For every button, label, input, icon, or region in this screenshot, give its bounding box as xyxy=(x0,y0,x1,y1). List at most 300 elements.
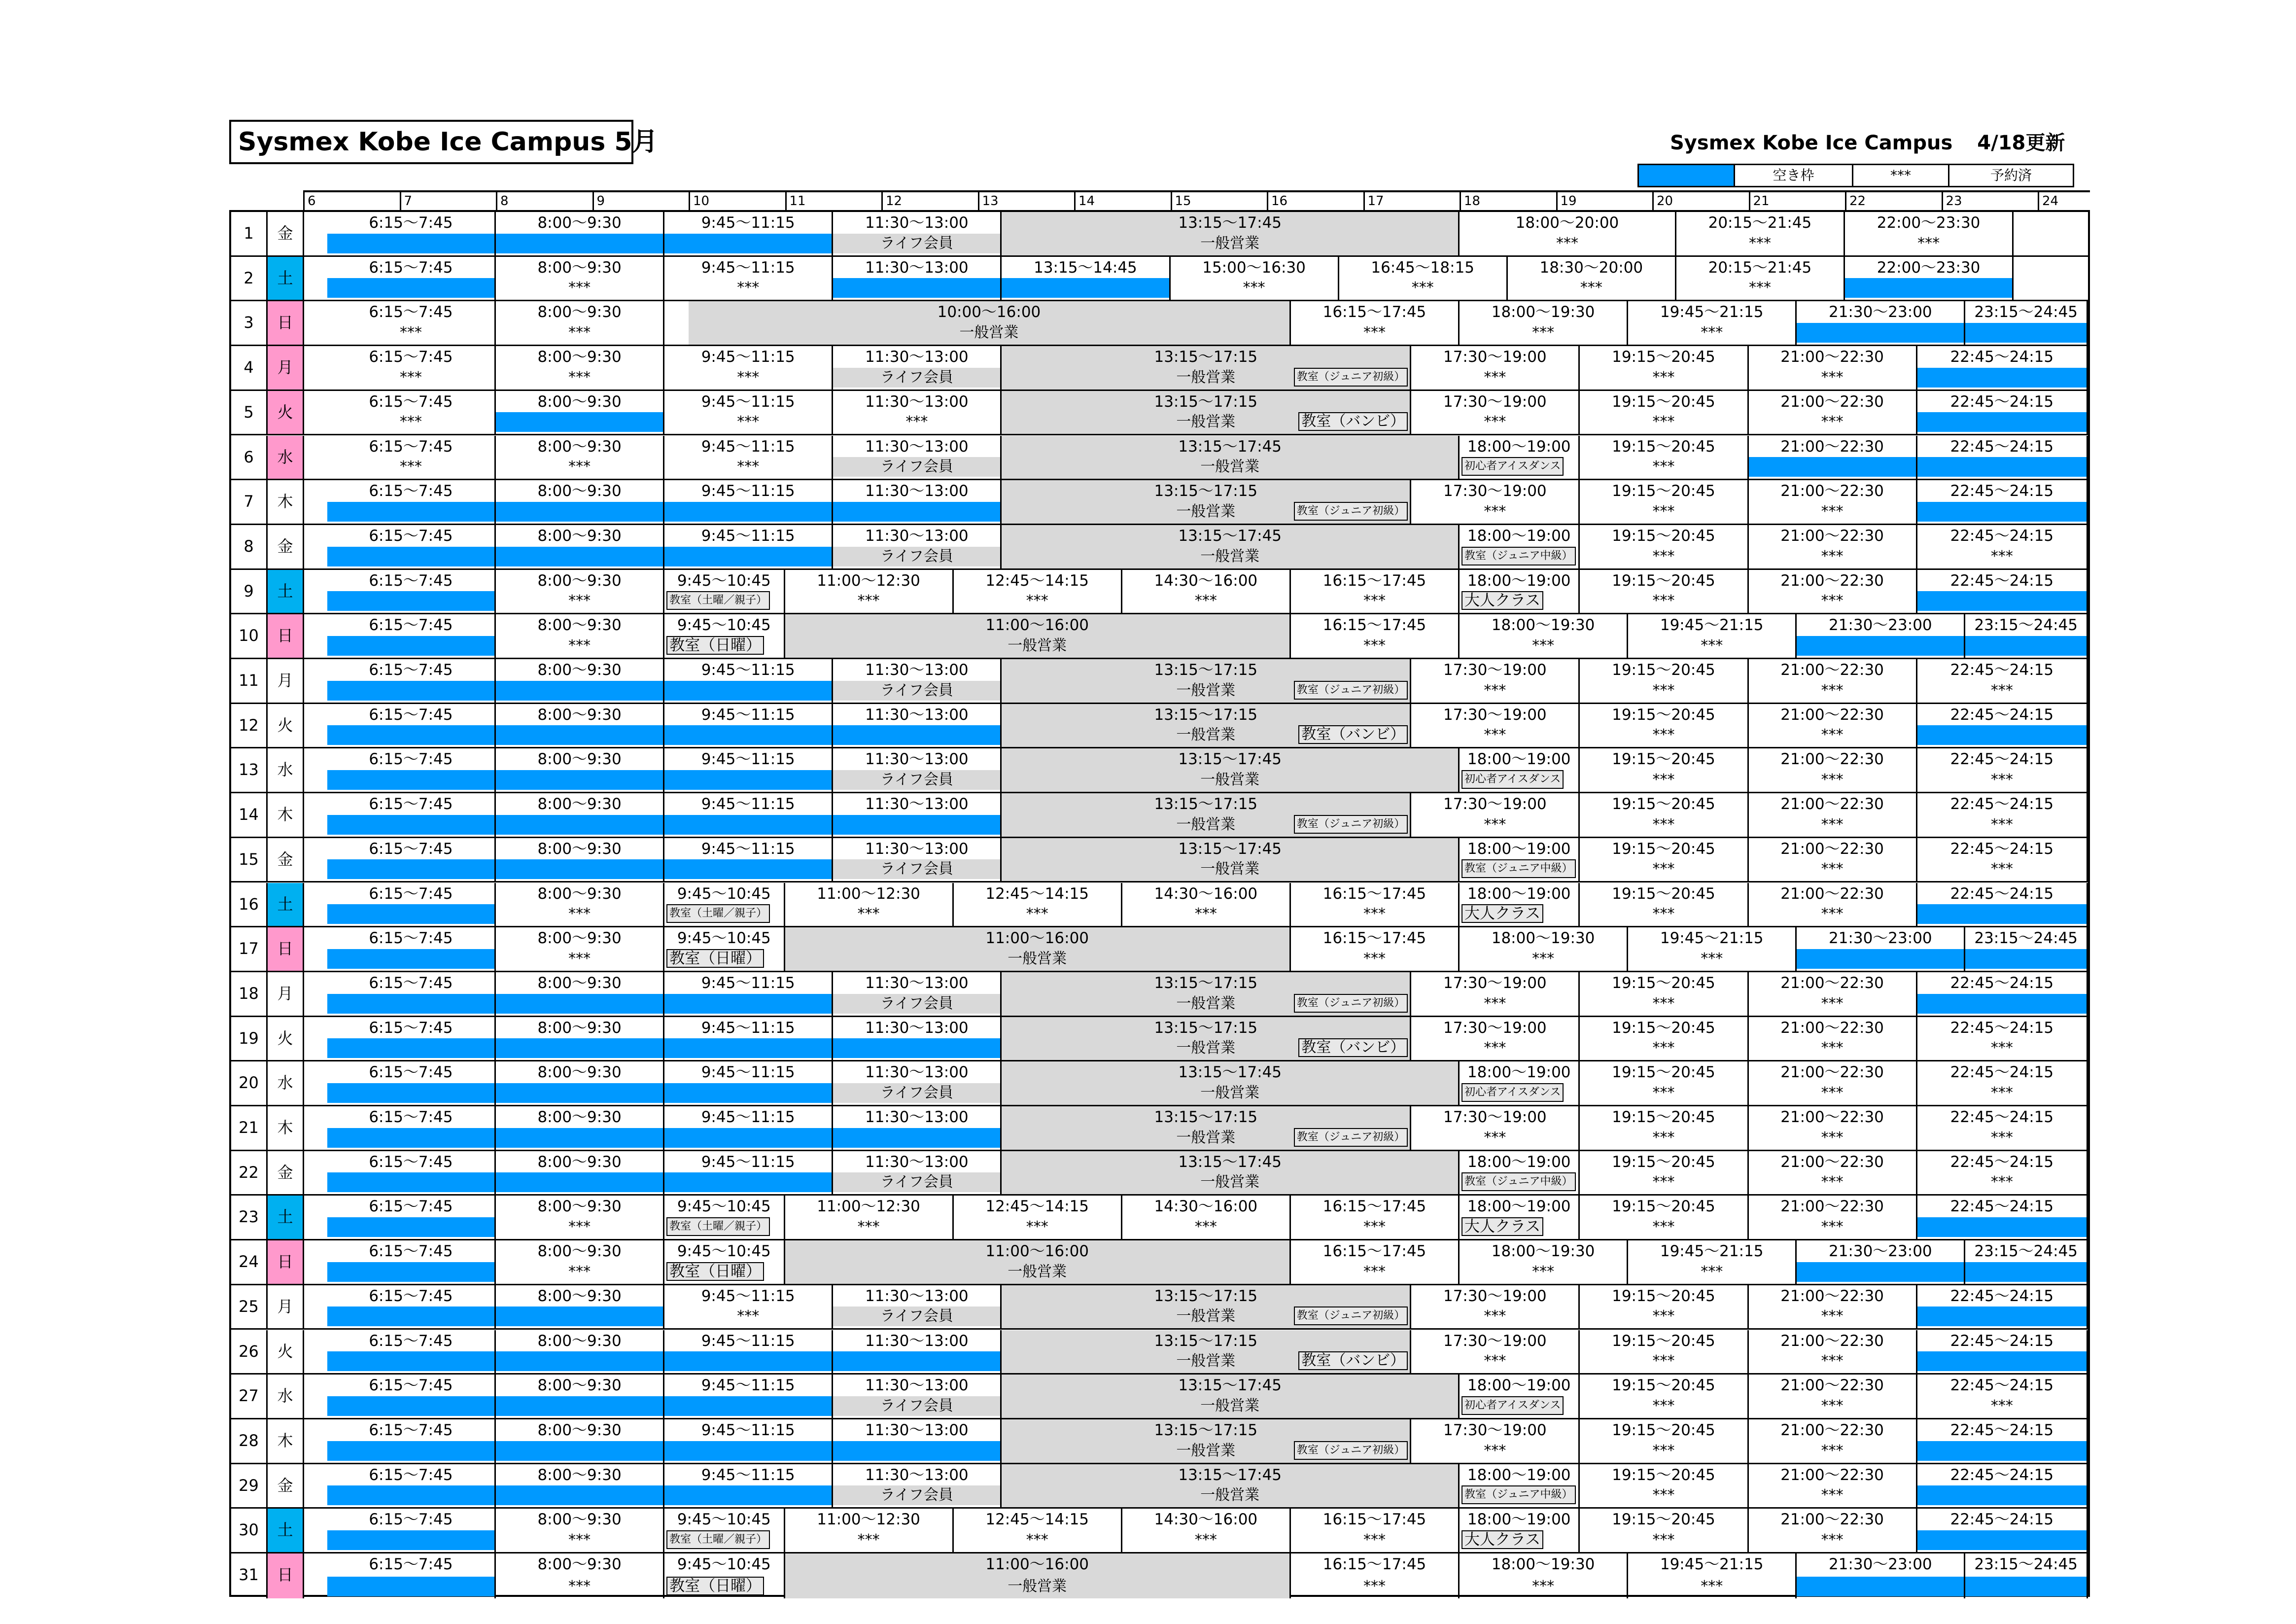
time-slot[interactable] xyxy=(954,1196,1122,1239)
time-slot[interactable] xyxy=(1917,1196,2088,1239)
time-slot[interactable] xyxy=(1749,1419,1917,1463)
time-slot[interactable] xyxy=(327,793,496,837)
time-slot[interactable] xyxy=(1580,793,1748,837)
time-slot[interactable] xyxy=(1291,1553,1460,1598)
time-slot[interactable] xyxy=(496,614,664,658)
time-slot[interactable] xyxy=(327,570,496,613)
time-slot[interactable] xyxy=(664,1509,785,1552)
time-slot[interactable] xyxy=(327,883,496,926)
time-slot[interactable] xyxy=(1917,1151,2088,1195)
time-slot[interactable] xyxy=(1460,748,1580,792)
time-slot[interactable] xyxy=(1628,301,1797,345)
time-slot[interactable] xyxy=(1411,480,1580,524)
time-slot[interactable] xyxy=(1797,1553,1965,1598)
time-slot[interactable] xyxy=(496,480,664,524)
time-slot[interactable] xyxy=(664,480,833,524)
time-slot[interactable] xyxy=(1122,570,1291,613)
time-slot[interactable] xyxy=(1917,748,2088,792)
time-slot[interactable] xyxy=(1580,1196,1748,1239)
time-slot[interactable] xyxy=(833,1106,1002,1150)
time-slot[interactable] xyxy=(833,1330,1002,1374)
time-slot[interactable] xyxy=(664,570,785,613)
time-slot[interactable] xyxy=(1676,257,1845,300)
time-slot[interactable] xyxy=(833,972,1002,1016)
time-slot[interactable] xyxy=(496,1151,664,1195)
time-slot[interactable] xyxy=(1580,704,1748,747)
time-slot[interactable] xyxy=(664,1017,833,1060)
time-slot[interactable] xyxy=(785,1196,954,1239)
weekday-label: 木 xyxy=(268,793,304,837)
time-slot[interactable] xyxy=(1002,748,1460,792)
time-slot[interactable] xyxy=(1411,972,1580,1016)
time-slot[interactable] xyxy=(1845,257,2014,300)
schedule-row xyxy=(231,883,2088,928)
slot-time: 20:15～21:45 xyxy=(1708,214,1812,232)
time-slot[interactable] xyxy=(1460,212,1676,255)
time-slot[interactable] xyxy=(1122,883,1291,926)
time-slot[interactable] xyxy=(1917,1330,2088,1374)
time-slot[interactable] xyxy=(1291,1240,1460,1284)
time-slot[interactable] xyxy=(664,1106,833,1150)
time-slot[interactable] xyxy=(327,1017,496,1060)
time-slot[interactable] xyxy=(327,480,496,524)
time-slot[interactable] xyxy=(1508,257,1676,300)
slot-status: *** xyxy=(1652,1039,1675,1057)
time-slot[interactable] xyxy=(1460,570,1580,613)
time-slot[interactable] xyxy=(833,838,1002,882)
time-slot[interactable] xyxy=(327,1375,496,1418)
time-slot[interactable] xyxy=(664,346,833,389)
time-slot[interactable] xyxy=(664,1061,833,1105)
time-slot[interactable] xyxy=(496,1375,664,1418)
time-slot[interactable] xyxy=(1411,391,1580,434)
time-slot[interactable] xyxy=(1291,883,1460,926)
time-slot[interactable] xyxy=(833,793,1002,837)
time-slot[interactable] xyxy=(496,838,664,882)
time-slot[interactable] xyxy=(1291,1509,1460,1552)
time-slot[interactable] xyxy=(327,748,496,792)
time-slot[interactable] xyxy=(327,972,496,1016)
time-slot[interactable] xyxy=(496,346,664,389)
time-slot[interactable] xyxy=(1917,1464,2088,1508)
schedule-row xyxy=(231,748,2088,793)
time-slot[interactable] xyxy=(1749,436,1917,479)
slot-time: 18:00～19:00 xyxy=(1467,884,1571,903)
time-slot[interactable] xyxy=(664,1375,833,1418)
time-slot[interactable] xyxy=(327,704,496,747)
time-slot[interactable] xyxy=(833,1061,1002,1105)
time-slot[interactable] xyxy=(1965,1553,2088,1598)
time-slot[interactable] xyxy=(1749,1375,1917,1418)
time-slot[interactable] xyxy=(1291,614,1460,658)
time-slot[interactable] xyxy=(833,257,1002,300)
time-slot[interactable] xyxy=(785,1553,1291,1598)
time-slot[interactable] xyxy=(327,525,496,568)
time-slot[interactable] xyxy=(1749,1196,1917,1239)
time-slot[interactable] xyxy=(1749,883,1917,926)
time-slot[interactable] xyxy=(664,1285,833,1329)
time-slot[interactable] xyxy=(1580,1464,1748,1508)
time-slot[interactable] xyxy=(496,570,664,613)
time-slot[interactable] xyxy=(1676,212,1845,255)
time-slot[interactable] xyxy=(496,1464,664,1508)
time-slot[interactable] xyxy=(664,1240,785,1284)
time-slot[interactable] xyxy=(1749,1061,1917,1105)
time-slot[interactable] xyxy=(1917,704,2088,747)
slot-time: 9:45～11:15 xyxy=(701,706,795,724)
time-slot[interactable] xyxy=(1002,1330,1411,1374)
time-slot[interactable] xyxy=(1749,838,1917,882)
time-slot[interactable] xyxy=(327,1464,496,1508)
time-slot[interactable] xyxy=(1460,838,1580,882)
time-slot[interactable] xyxy=(1749,972,1917,1016)
time-slot[interactable] xyxy=(1749,480,1917,524)
time-slot[interactable] xyxy=(1749,1464,1917,1508)
time-slot[interactable] xyxy=(1580,525,1748,568)
time-slot[interactable] xyxy=(496,1285,664,1329)
time-slot[interactable] xyxy=(1002,1285,1411,1329)
time-slot[interactable] xyxy=(785,570,954,613)
time-slot[interactable] xyxy=(1749,570,1917,613)
time-slot[interactable] xyxy=(833,436,1002,479)
time-slot[interactable] xyxy=(327,1419,496,1463)
time-slot[interactable] xyxy=(1291,927,1460,971)
time-slot[interactable] xyxy=(1580,1330,1748,1374)
time-slot[interactable] xyxy=(1411,659,1580,703)
time-slot[interactable] xyxy=(1965,927,2088,971)
time-slot[interactable] xyxy=(1460,1196,1580,1239)
time-slot[interactable] xyxy=(1460,1240,1628,1284)
time-slot[interactable] xyxy=(1580,883,1748,926)
time-slot[interactable] xyxy=(833,1017,1002,1060)
time-slot[interactable] xyxy=(1122,1196,1291,1239)
time-slot[interactable] xyxy=(1749,748,1917,792)
time-slot[interactable] xyxy=(1749,1285,1917,1329)
time-slot[interactable] xyxy=(664,1151,833,1195)
time-slot[interactable] xyxy=(785,927,1291,971)
time-slot[interactable] xyxy=(1002,212,1460,255)
time-slot[interactable] xyxy=(1002,972,1411,1016)
time-slot[interactable] xyxy=(833,480,1002,524)
time-slot[interactable] xyxy=(1917,1509,2088,1552)
time-slot[interactable] xyxy=(664,614,785,658)
time-slot[interactable] xyxy=(664,391,833,434)
time-slot[interactable] xyxy=(1411,1419,1580,1463)
time-slot[interactable] xyxy=(496,1240,664,1284)
time-slot[interactable] xyxy=(1002,525,1460,568)
time-slot[interactable] xyxy=(1749,391,1917,434)
time-slot[interactable] xyxy=(1917,480,2088,524)
time-slot[interactable] xyxy=(1460,1151,1580,1195)
time-slot[interactable] xyxy=(1797,1240,1965,1284)
time-slot[interactable] xyxy=(1460,525,1580,568)
time-slot[interactable] xyxy=(1628,1553,1797,1598)
time-slot[interactable] xyxy=(496,1509,664,1552)
time-slot[interactable] xyxy=(1460,1553,1628,1598)
time-slot[interactable] xyxy=(327,1285,496,1329)
time-slot[interactable] xyxy=(496,301,664,345)
time-slot[interactable] xyxy=(1580,480,1748,524)
time-slot[interactable] xyxy=(1460,436,1580,479)
time-slot[interactable] xyxy=(327,1553,496,1598)
time-slot[interactable] xyxy=(664,1464,833,1508)
time-slot[interactable] xyxy=(1628,1240,1797,1284)
time-slot[interactable] xyxy=(664,927,785,971)
time-slot[interactable] xyxy=(1460,1509,1580,1552)
time-slot[interactable] xyxy=(1917,793,2088,837)
time-slot[interactable] xyxy=(1460,1375,1580,1418)
time-slot[interactable] xyxy=(1002,704,1411,747)
time-slot[interactable] xyxy=(327,391,496,434)
time-slot[interactable] xyxy=(1002,1017,1411,1060)
time-slot[interactable] xyxy=(1002,838,1460,882)
time-slot[interactable] xyxy=(1580,1061,1748,1105)
time-slot[interactable] xyxy=(327,257,496,300)
time-slot[interactable] xyxy=(664,1553,785,1598)
time-slot[interactable] xyxy=(1749,1330,1917,1374)
time-slot[interactable] xyxy=(1965,614,2088,658)
time-slot[interactable] xyxy=(1002,1151,1460,1195)
time-slot[interactable] xyxy=(1580,1285,1748,1329)
time-slot[interactable] xyxy=(1002,1375,1460,1418)
time-slot[interactable] xyxy=(1917,525,2088,568)
time-slot[interactable] xyxy=(496,436,664,479)
time-slot[interactable] xyxy=(1917,346,2088,389)
time-slot[interactable] xyxy=(664,257,833,300)
time-slot[interactable] xyxy=(496,972,664,1016)
time-slot[interactable] xyxy=(327,659,496,703)
time-slot[interactable] xyxy=(1460,614,1628,658)
time-slot[interactable] xyxy=(1917,1285,2088,1329)
time-slot[interactable] xyxy=(1291,301,1460,345)
time-slot[interactable] xyxy=(1411,1106,1580,1150)
time-slot[interactable] xyxy=(1580,1017,1748,1060)
time-slot[interactable] xyxy=(664,436,833,479)
time-slot[interactable] xyxy=(327,1196,496,1239)
time-slot[interactable] xyxy=(1460,301,1628,345)
time-slot[interactable] xyxy=(327,1106,496,1150)
time-slot[interactable] xyxy=(1002,391,1411,434)
time-slot[interactable] xyxy=(1580,1375,1748,1418)
time-slot[interactable] xyxy=(1749,704,1917,747)
time-slot[interactable] xyxy=(1749,659,1917,703)
time-slot[interactable] xyxy=(833,1285,1002,1329)
time-slot[interactable] xyxy=(496,748,664,792)
time-slot[interactable] xyxy=(954,883,1122,926)
time-slot[interactable] xyxy=(496,1553,664,1598)
slot-time: 9:45～11:15 xyxy=(701,750,795,769)
time-slot[interactable] xyxy=(664,525,833,568)
time-slot[interactable] xyxy=(833,1151,1002,1195)
time-slot[interactable] xyxy=(1002,1106,1411,1150)
time-slot[interactable] xyxy=(664,1419,833,1463)
time-slot[interactable] xyxy=(785,1509,954,1552)
time-slot[interactable] xyxy=(1917,1419,2088,1463)
time-slot[interactable] xyxy=(327,212,496,255)
time-slot[interactable] xyxy=(1291,570,1460,613)
time-slot[interactable] xyxy=(1411,793,1580,837)
time-slot[interactable] xyxy=(1171,257,1339,300)
time-slot[interactable] xyxy=(327,301,496,345)
time-slot[interactable] xyxy=(833,212,1002,255)
time-slot[interactable] xyxy=(664,972,833,1016)
time-slot[interactable] xyxy=(1917,659,2088,703)
time-slot[interactable] xyxy=(1580,748,1748,792)
time-slot[interactable] xyxy=(327,436,496,479)
time-slot[interactable] xyxy=(785,614,1291,658)
time-slot[interactable] xyxy=(1002,659,1411,703)
time-slot[interactable] xyxy=(1917,883,2088,926)
time-slot[interactable] xyxy=(1749,1017,1917,1060)
time-slot[interactable] xyxy=(1749,525,1917,568)
time-slot[interactable] xyxy=(496,793,664,837)
time-slot[interactable] xyxy=(496,1196,664,1239)
time-slot[interactable] xyxy=(1339,257,1508,300)
time-slot[interactable] xyxy=(1002,480,1411,524)
time-slot[interactable] xyxy=(1965,301,2088,345)
time-slot[interactable] xyxy=(1749,1509,1917,1552)
time-slot[interactable] xyxy=(1411,704,1580,747)
time-slot[interactable] xyxy=(496,257,664,300)
time-slot[interactable] xyxy=(1002,1061,1460,1105)
time-slot[interactable] xyxy=(1917,570,2088,613)
time-slot[interactable] xyxy=(689,301,1291,345)
time-slot[interactable] xyxy=(1580,1151,1748,1195)
time-slot[interactable] xyxy=(1291,1196,1460,1239)
time-slot[interactable] xyxy=(1917,838,2088,882)
time-slot[interactable] xyxy=(664,1330,833,1374)
time-slot[interactable] xyxy=(833,346,1002,389)
slot-time: 6:15～7:45 xyxy=(369,1555,453,1573)
time-slot[interactable] xyxy=(496,1106,664,1150)
time-slot[interactable] xyxy=(1460,883,1580,926)
time-slot[interactable] xyxy=(327,1061,496,1105)
time-slot[interactable] xyxy=(1002,1419,1411,1463)
time-slot[interactable] xyxy=(833,1419,1002,1463)
time-slot[interactable] xyxy=(833,1375,1002,1418)
time-slot[interactable] xyxy=(496,391,664,434)
time-slot[interactable] xyxy=(833,391,1002,434)
slot-status: *** xyxy=(1026,1531,1048,1549)
time-slot[interactable] xyxy=(1002,1464,1460,1508)
time-slot[interactable] xyxy=(496,212,664,255)
time-slot[interactable] xyxy=(1580,838,1748,882)
time-slot[interactable] xyxy=(1460,1061,1580,1105)
time-slot[interactable] xyxy=(496,1017,664,1060)
time-slot[interactable] xyxy=(664,704,833,747)
time-slot[interactable] xyxy=(1411,346,1580,389)
available-bar xyxy=(496,815,663,835)
time-slot[interactable] xyxy=(1749,793,1917,837)
time-slot[interactable] xyxy=(833,525,1002,568)
slot-status: *** xyxy=(1821,905,1844,923)
time-slot[interactable] xyxy=(664,212,833,255)
time-slot[interactable] xyxy=(1580,1509,1748,1552)
time-slot[interactable] xyxy=(1917,1106,2088,1150)
time-slot[interactable] xyxy=(1628,927,1797,971)
time-slot[interactable] xyxy=(1580,391,1748,434)
time-slot[interactable] xyxy=(1580,436,1748,479)
time-slot[interactable] xyxy=(1002,793,1411,837)
time-slot[interactable] xyxy=(833,1464,1002,1508)
time-slot[interactable] xyxy=(1628,614,1797,658)
time-slot[interactable] xyxy=(1917,436,2088,479)
time-slot[interactable] xyxy=(785,883,954,926)
time-slot[interactable] xyxy=(496,1330,664,1374)
time-slot[interactable] xyxy=(496,659,664,703)
time-slot[interactable] xyxy=(327,927,496,971)
time-slot[interactable] xyxy=(833,659,1002,703)
time-slot[interactable] xyxy=(496,883,664,926)
time-slot[interactable] xyxy=(1917,972,2088,1016)
time-slot[interactable] xyxy=(1580,570,1748,613)
time-slot[interactable] xyxy=(954,1509,1122,1552)
time-slot[interactable] xyxy=(327,1240,496,1284)
time-slot[interactable] xyxy=(1411,1017,1580,1060)
time-slot[interactable] xyxy=(327,838,496,882)
time-slot[interactable] xyxy=(327,346,496,389)
time-slot[interactable] xyxy=(1002,346,1411,389)
time-slot[interactable] xyxy=(1797,927,1965,971)
time-slot[interactable] xyxy=(664,838,833,882)
time-slot[interactable] xyxy=(496,704,664,747)
time-slot[interactable] xyxy=(664,748,833,792)
time-slot[interactable] xyxy=(1122,1509,1291,1552)
time-slot[interactable] xyxy=(664,793,833,837)
time-slot[interactable] xyxy=(327,614,496,658)
time-slot[interactable] xyxy=(496,1419,664,1463)
time-slot[interactable] xyxy=(327,1151,496,1195)
time-slot[interactable] xyxy=(1580,1106,1748,1150)
time-slot[interactable] xyxy=(1965,1240,2088,1284)
time-slot[interactable] xyxy=(1580,972,1748,1016)
time-slot[interactable] xyxy=(1580,1419,1748,1463)
time-slot[interactable] xyxy=(1917,1017,2088,1060)
time-slot[interactable] xyxy=(664,659,833,703)
time-slot[interactable] xyxy=(327,1330,496,1374)
time-slot[interactable] xyxy=(833,748,1002,792)
time-slot[interactable] xyxy=(496,525,664,568)
time-slot[interactable] xyxy=(496,927,664,971)
time-slot[interactable] xyxy=(1797,301,1965,345)
time-slot[interactable] xyxy=(1749,346,1917,389)
time-slot[interactable] xyxy=(1002,257,1170,300)
time-slot[interactable] xyxy=(1002,436,1460,479)
time-slot[interactable] xyxy=(1580,659,1748,703)
time-slot[interactable] xyxy=(1917,1061,2088,1105)
time-slot[interactable] xyxy=(1917,1375,2088,1418)
time-slot[interactable] xyxy=(1749,1151,1917,1195)
time-slot[interactable] xyxy=(1797,614,1965,658)
time-slot[interactable] xyxy=(664,1196,785,1239)
time-slot[interactable] xyxy=(1917,391,2088,434)
time-slot[interactable] xyxy=(1460,927,1628,971)
slot-time: 13:15～17:15 xyxy=(1154,1019,1258,1037)
slot-time: 19:15～20:45 xyxy=(1612,1198,1715,1216)
time-slot[interactable] xyxy=(1460,1464,1580,1508)
time-slot[interactable] xyxy=(1411,1330,1580,1374)
time-slot[interactable] xyxy=(1749,1106,1917,1150)
time-slot[interactable] xyxy=(954,570,1122,613)
time-slot[interactable] xyxy=(833,704,1002,747)
time-slot[interactable] xyxy=(496,1061,664,1105)
time-slot[interactable] xyxy=(785,1240,1291,1284)
time-slot[interactable] xyxy=(1580,346,1748,389)
time-slot[interactable] xyxy=(664,883,785,926)
time-slot[interactable] xyxy=(1845,212,2014,255)
time-slot[interactable] xyxy=(1411,1285,1580,1329)
time-slot[interactable] xyxy=(327,1509,496,1552)
